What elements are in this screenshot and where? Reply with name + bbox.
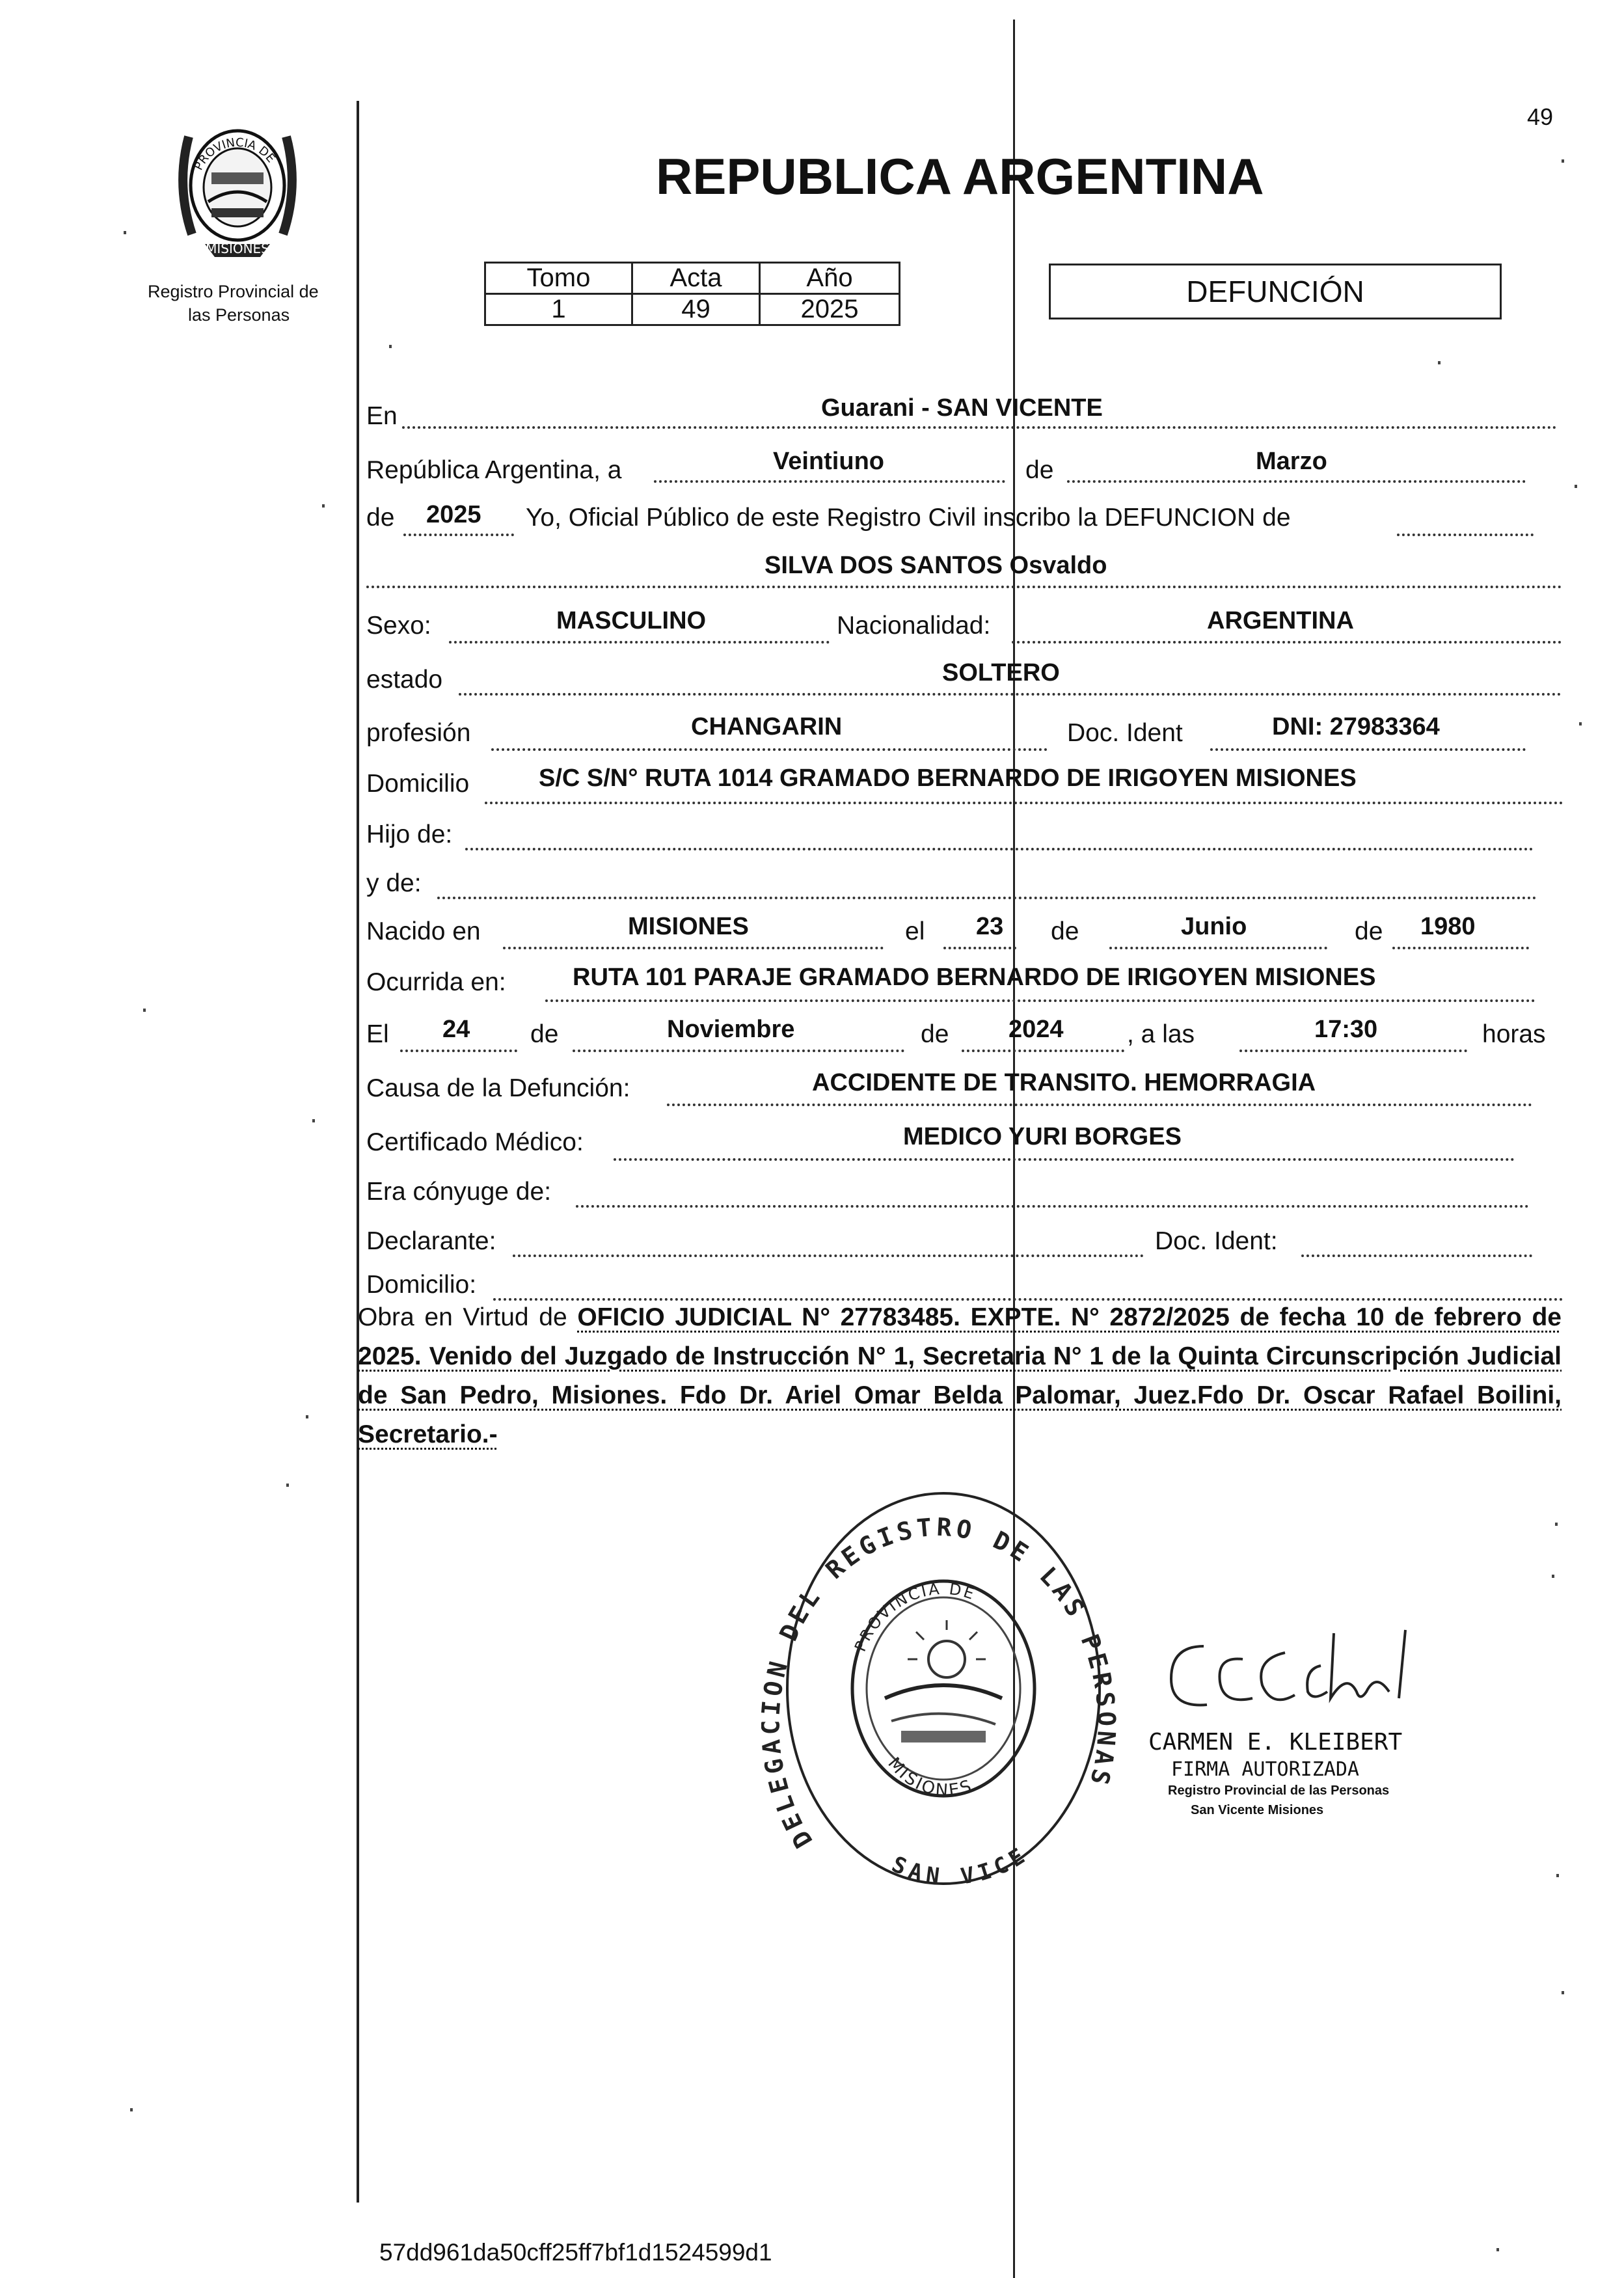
scan-speck: [1575, 485, 1577, 488]
line-def-mes: [573, 1050, 904, 1052]
scan-speck: [124, 231, 126, 234]
document-hash: 57dd961da50cff25ff7bf1d1524599d1: [379, 2239, 772, 2266]
emblem-bottom-text: MISIONES: [206, 241, 269, 256]
line-def-hora: [1239, 1050, 1467, 1052]
label-y-de: y de:: [366, 869, 422, 897]
line-causa: [667, 1104, 1532, 1106]
line-profesion: [491, 748, 1048, 751]
value-def-hora: 17:30: [1314, 1016, 1378, 1043]
value-nac-mes: Junio: [1181, 913, 1247, 940]
page-title: REPUBLICA ARGENTINA: [656, 148, 1264, 205]
line-nombre: [366, 586, 1562, 588]
line-y-de: [437, 897, 1537, 899]
label-estado: estado: [366, 666, 443, 694]
line-nac-anio: [1392, 947, 1529, 949]
stamp-outer-text: DELEG ON DEL REGISTRO DE LAS PERSONAS: [761, 1512, 1121, 1853]
record-type-box: DEFUNCIÓN: [1049, 264, 1502, 319]
scan-speck: [130, 2108, 133, 2111]
label-nacionalidad: Nacionalidad:: [837, 612, 991, 640]
label-profesion: profesión: [366, 719, 471, 747]
signer-name: CARMEN E. KLEIBERT: [1148, 1729, 1403, 1756]
label-certificado: Certificado Médico:: [366, 1128, 584, 1156]
label-republica: República Argentina, a: [366, 456, 622, 484]
value-causa: ACCIDENTE DE TRANSITO. HEMORRAGIA: [812, 1069, 1316, 1096]
obra-en-virtud-text: [358, 1298, 1562, 1454]
value-estado: SOLTERO: [942, 659, 1060, 686]
header-acta: Acta: [632, 263, 759, 294]
value-doc: DNI: 27983364: [1272, 713, 1440, 740]
label-de-nac-anio: de: [1355, 917, 1383, 945]
signature: [1132, 1620, 1496, 1731]
line-ocurrida-en: [545, 999, 1536, 1002]
label-causa: Causa de la Defunción:: [366, 1074, 630, 1102]
value-nombre: SILVA DOS SANTOS Osvaldo: [765, 552, 1107, 579]
label-a-las: , a las: [1127, 1020, 1195, 1048]
left-margin-line: [357, 101, 359, 2203]
line-de-trailing: [1397, 534, 1534, 536]
scan-speck: [1555, 1523, 1558, 1526]
label-horas: horas: [1482, 1020, 1546, 1048]
label-nacido-en: Nacido en: [366, 917, 481, 945]
line-def-anio: [962, 1050, 1124, 1052]
label-domicilio-2: Domicilio:: [366, 1271, 477, 1299]
scan-speck: [1562, 159, 1564, 163]
value-ocurrida-en: RUTA 101 PARAJE GRAMADO BERNARDO DE IRIGOYEN MISIONES: [573, 964, 1376, 991]
scan-speck: [322, 504, 325, 508]
signer-role: FIRMA AUTORIZADA: [1171, 1758, 1359, 1781]
label-en: En: [366, 402, 398, 430]
scan-speck: [306, 1415, 308, 1418]
value-mes: Marzo: [1256, 448, 1327, 475]
label-el-cap: El: [366, 1020, 389, 1048]
label-doc-ident-2: Doc. Ident:: [1155, 1227, 1278, 1255]
header-tomo: Tomo: [485, 263, 632, 294]
label-sexo: Sexo:: [366, 612, 431, 640]
line-def-dia: [400, 1050, 517, 1052]
line-doc-ident-2: [1301, 1254, 1532, 1257]
label-el: el: [905, 917, 925, 945]
obra-body: OFICIO JUDICIAL N° 27783485. EXPTE. N° 2872/2025 de fecha 10 de febrero de 2025. Venido del Juzgado de Instrucción N° 1, Secretaria N° 1 de la Quinta Circunscripción Judicial de San Pedro, Misiones. Fdo Dr. Ariel Omar Belda Palomar, Juez.Fdo Dr. Oscar Rafael Boilini, Secretario.-: [358, 1303, 1562, 1448]
value-anio: 2025: [760, 294, 900, 325]
value-nac-anio: 1980: [1420, 913, 1476, 940]
stamp-inner-top-text: PROVINCIA DE: [851, 1579, 979, 1655]
value-nac-dia: 23: [976, 913, 1004, 940]
line-mes: [1067, 480, 1526, 483]
record-table: [484, 262, 900, 326]
scan-speck: [1496, 2248, 1499, 2251]
value-dia: Veintiuno: [773, 448, 884, 475]
value-nacido-en: MISIONES: [628, 913, 749, 940]
stamp-bottom-text: SAN VICE: [887, 1840, 1034, 1891]
scan-speck: [312, 1119, 315, 1122]
value-anio: 2025: [426, 501, 481, 528]
line-domicilio: [485, 802, 1563, 804]
label-de-def-mes: de: [530, 1020, 559, 1048]
page-number: 49: [1527, 103, 1554, 130]
value-certificado: MEDICO YURI BORGES: [903, 1123, 1182, 1150]
label-doc-ident: Doc. Ident: [1067, 719, 1183, 747]
registry-name-line2: las Personas: [188, 305, 290, 325]
label-declarante: Declarante:: [366, 1227, 496, 1255]
scan-speck: [1438, 361, 1441, 364]
scan-speck: [1579, 722, 1582, 725]
line-nac-dia: [943, 947, 1016, 949]
label-ocurrida-en: Ocurrida en:: [366, 968, 506, 996]
value-def-anio: 2024: [1008, 1016, 1064, 1043]
value-nacionalidad: ARGENTINA: [1207, 607, 1354, 634]
line-anio: [403, 534, 514, 536]
emblem-top-text: PROVINCIA DE: [191, 135, 278, 173]
label-yo: Yo, Oficial Público de este Registro Civil inscribo la DEFUNCION de: [526, 504, 1291, 532]
value-domicilio: S/C S/N° RUTA 1014 GRAMADO BERNARDO DE IRIGOYEN MISIONES: [539, 765, 1357, 792]
label-conyuge: Era cónyuge de:: [366, 1178, 552, 1206]
value-sexo: MASCULINO: [556, 607, 707, 634]
line-nacionalidad: [1012, 641, 1562, 644]
value-def-mes: Noviembre: [667, 1016, 795, 1043]
value-lugar: Guarani - SAN VICENTE: [821, 394, 1103, 422]
value-tomo: 1: [485, 294, 632, 325]
label-hijo-de: Hijo de:: [366, 820, 453, 848]
official-stamp: [761, 1464, 1126, 1913]
value-profesion: CHANGARIN: [691, 713, 843, 740]
label-de-anio: de: [366, 504, 395, 532]
line-estado: [459, 693, 1562, 696]
stamp-inner-bottom-text: MISIONES: [884, 1754, 976, 1801]
province-emblem: [163, 111, 312, 260]
signer-place: San Vicente Misiones: [1191, 1803, 1324, 1817]
label-de-mes: de: [1025, 456, 1054, 484]
registry-name-line1: Registro Provincial de: [148, 282, 319, 301]
scan-speck: [1562, 1991, 1564, 1994]
value-acta: 49: [632, 294, 759, 325]
scan-speck: [389, 345, 392, 348]
line-certificado: [614, 1158, 1515, 1161]
line-nac-mes: [1109, 947, 1327, 949]
signer-office: Registro Provincial de las Personas: [1168, 1783, 1390, 1798]
label-domicilio: Domicilio: [366, 770, 470, 798]
line-lugar: [402, 426, 1557, 429]
obra-prefix: Obra en Virtud de: [358, 1303, 567, 1331]
line-sexo: [449, 641, 830, 644]
scan-speck: [286, 1484, 289, 1487]
value-def-dia: 24: [442, 1016, 470, 1043]
scan-speck: [143, 1009, 146, 1012]
line-hijo-de: [465, 848, 1534, 850]
line-doc: [1210, 748, 1526, 751]
label-de-nac-mes: de: [1051, 917, 1079, 945]
scan-speck: [1552, 1575, 1554, 1578]
signature-script-text: CE Kleibert: [1260, 1707, 1368, 1729]
line-dia: [654, 480, 1005, 483]
line-conyuge: [576, 1205, 1529, 1208]
line-declarante: [513, 1254, 1144, 1257]
line-nacido-en: [503, 947, 884, 949]
scan-speck: [1556, 1874, 1559, 1877]
header-anio: Año: [760, 263, 900, 294]
label-de-def-anio: de: [921, 1020, 949, 1048]
